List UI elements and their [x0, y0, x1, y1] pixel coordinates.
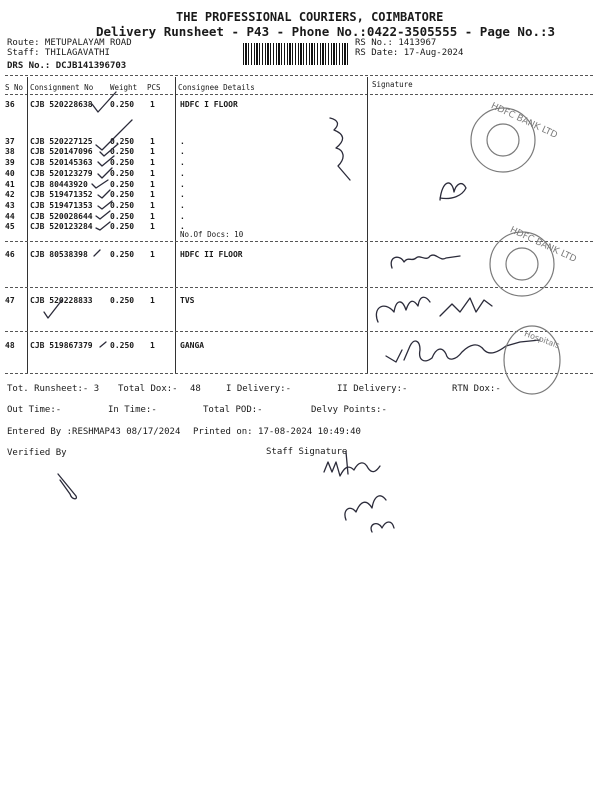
- cell-consignee: GANGA: [180, 341, 205, 350]
- cell-pcs: 1: [150, 250, 155, 259]
- cell-sno: 39: [5, 158, 15, 167]
- tick-mark: [96, 211, 110, 219]
- staff-label: Staff: THILAGAVATHI: [7, 48, 110, 58]
- cell-consignee: TVS: [180, 296, 195, 305]
- cell-weight: 0.250: [110, 137, 135, 146]
- cell-weight: 0.250: [110, 190, 135, 199]
- tick-mark: [94, 250, 100, 256]
- company-name: THE PROFESSIONAL COURIERS, COIMBATORE: [176, 10, 444, 24]
- tick-mark: [98, 201, 112, 209]
- route-label: Route: METUPALAYAM ROAD: [7, 38, 132, 48]
- cell-pcs: 1: [150, 137, 155, 146]
- cell-consignment-no: CJB 519471352: [30, 190, 93, 199]
- col-consignee: Consignee Details: [178, 83, 255, 92]
- runsheet-subtitle: Delivery Runsheet - P43 - Phone No.:0422-3505555 - Page No.:3: [96, 24, 556, 39]
- cell-sno: 38: [5, 147, 15, 156]
- cell-consignment-no: CJB 520227125: [30, 137, 93, 146]
- cell-weight: 0.250: [110, 296, 135, 305]
- total-dox-value: 48: [190, 384, 201, 394]
- cell-consignee: .: [180, 169, 185, 178]
- tick-mark: [100, 342, 106, 347]
- cell-sno: 45: [5, 222, 15, 231]
- cell-weight: 0.250: [110, 201, 135, 210]
- col-pcs: PCS: [147, 83, 161, 92]
- cell-sno: 37: [5, 137, 15, 146]
- cell-consignment-no: CJB 520145363: [30, 158, 93, 167]
- tick-mark: [96, 120, 135, 150]
- rs-number: RS No.: 1413967: [355, 38, 437, 48]
- cell-consignment-no: CJB 520147096: [30, 147, 93, 156]
- cell-weight: 0.250: [110, 169, 135, 178]
- cell-sno: 46: [5, 250, 15, 259]
- staff-signature-label: Staff Signature: [266, 447, 348, 457]
- cell-consignee: .: [180, 212, 185, 221]
- cell-weight: 0.250: [110, 147, 135, 156]
- cell-consignment-no: CJB 520123279: [30, 169, 93, 178]
- cell-consignee: .: [180, 147, 185, 156]
- cell-weight: 0.250: [110, 250, 135, 259]
- bank-stamp-2-inner: [506, 248, 538, 280]
- cell-consignment-no: CJB 520028644: [30, 212, 93, 221]
- stamp-text-2: HDFC BANK LTD: [508, 225, 578, 265]
- cell-weight: 0.250: [110, 158, 135, 167]
- stamp-text-3: Hospitals: [523, 329, 561, 351]
- cell-sno: 43: [5, 201, 15, 210]
- out-time: Out Time:-: [7, 405, 62, 415]
- signature-mark: [440, 298, 492, 316]
- staff-signature-mark: [346, 452, 348, 474]
- cell-sno: 40: [5, 169, 15, 178]
- col-signature: Signature: [372, 80, 413, 89]
- cell-weight: 0.250: [110, 100, 135, 109]
- in-time: In Time:-: [108, 405, 157, 415]
- delvy-points: Delvy Points:-: [311, 405, 387, 415]
- cell-consignee: .: [180, 222, 185, 231]
- cell-consignment-no: CJB 80538398: [30, 250, 88, 259]
- cell-pcs: 1: [150, 296, 155, 305]
- cell-consignee: .: [180, 201, 185, 210]
- col-weight: Weight: [110, 83, 138, 92]
- tick-mark: [98, 168, 112, 178]
- col-sno: S No: [5, 83, 24, 92]
- verified-by: Verified By: [7, 448, 67, 458]
- closed-note-mark: [345, 496, 386, 520]
- cell-pcs: 1: [150, 201, 155, 210]
- cell-consignment-no: CJB 520123284: [30, 222, 93, 231]
- cell-consignment-no: CJB 520228638: [30, 100, 93, 109]
- cell-pcs: 1: [150, 341, 155, 350]
- printed-on: Printed on: 17-08-2024 10:49:40: [193, 427, 361, 437]
- cell-consignment-no: CJB 519471353: [30, 201, 93, 210]
- cell-pcs: 1: [150, 212, 155, 221]
- closed-note-mark: [371, 522, 394, 532]
- bracket-mark: [330, 118, 350, 180]
- cell-consignment-no: CJB 520228833: [30, 296, 93, 305]
- cell-pcs: 1: [150, 147, 155, 156]
- signature-mark: [391, 255, 460, 268]
- cell-consignment-no: CJB 80443920: [30, 180, 88, 189]
- cell-weight: 0.250: [110, 222, 135, 231]
- staff-signature-mark: [324, 462, 380, 476]
- cell-consignee: .: [180, 158, 185, 167]
- ii-delivery: II Delivery:-: [337, 384, 408, 394]
- cell-pcs: 1: [150, 158, 155, 167]
- cell-pcs: 1: [150, 190, 155, 199]
- cell-consignee: HDFC II FLOOR: [180, 250, 243, 259]
- i-delivery: I Delivery:-: [226, 384, 292, 394]
- verified-scribble: [58, 474, 76, 499]
- cell-sno: 41: [5, 180, 15, 189]
- total-pod: Total POD:-: [203, 405, 263, 415]
- cell-weight: 0.250: [110, 341, 135, 350]
- total-dox-label: Total Dox:-: [118, 384, 178, 394]
- cell-weight: 0.250: [110, 212, 135, 221]
- tick-mark: [96, 222, 110, 230]
- cell-consignee: .: [180, 137, 185, 146]
- tick-mark: [98, 156, 114, 166]
- bank-stamp-1-inner: [487, 124, 519, 156]
- cell-consignee: HDFC I FLOOR: [180, 100, 238, 109]
- rs-date: RS Date: 17-Aug-2024: [355, 48, 464, 58]
- cell-sno: 48: [5, 341, 15, 350]
- cell-pcs: 1: [150, 180, 155, 189]
- cell-pcs: 1: [150, 169, 155, 178]
- tick-mark: [44, 300, 62, 318]
- stamp-text-1: HDFC BANK LTD: [489, 101, 559, 141]
- col-consignment: Consignment No: [30, 83, 94, 92]
- cell-pcs: 1: [150, 222, 155, 231]
- drs-number: DRS No.: DCJB141396703: [7, 61, 127, 71]
- tick-mark: [92, 180, 108, 188]
- cell-consignee: .: [180, 190, 185, 199]
- cell-weight: 0.250: [110, 180, 135, 189]
- cell-sno: 42: [5, 190, 15, 199]
- cell-sno: 36: [5, 100, 15, 109]
- docs-note: No.Of Docs: 10: [180, 230, 244, 239]
- signature-mark: [440, 183, 466, 200]
- cell-sno: 47: [5, 296, 15, 305]
- cell-consignee: .: [180, 180, 185, 189]
- signature-mark: [376, 297, 430, 322]
- cell-consignment-no: CJB 519867379: [30, 341, 93, 350]
- cell-sno: 44: [5, 212, 15, 221]
- tick-mark: [98, 190, 110, 198]
- signature-mark: [386, 340, 540, 362]
- cell-pcs: 1: [150, 100, 155, 109]
- tick-mark: [92, 92, 116, 112]
- tot-runsheet: Tot. Runsheet:- 3: [7, 384, 100, 394]
- entered-by: Entered By :RESHMAP43 08/17/2024: [7, 427, 181, 437]
- rtn-dox: RTN Dox:-: [452, 384, 501, 394]
